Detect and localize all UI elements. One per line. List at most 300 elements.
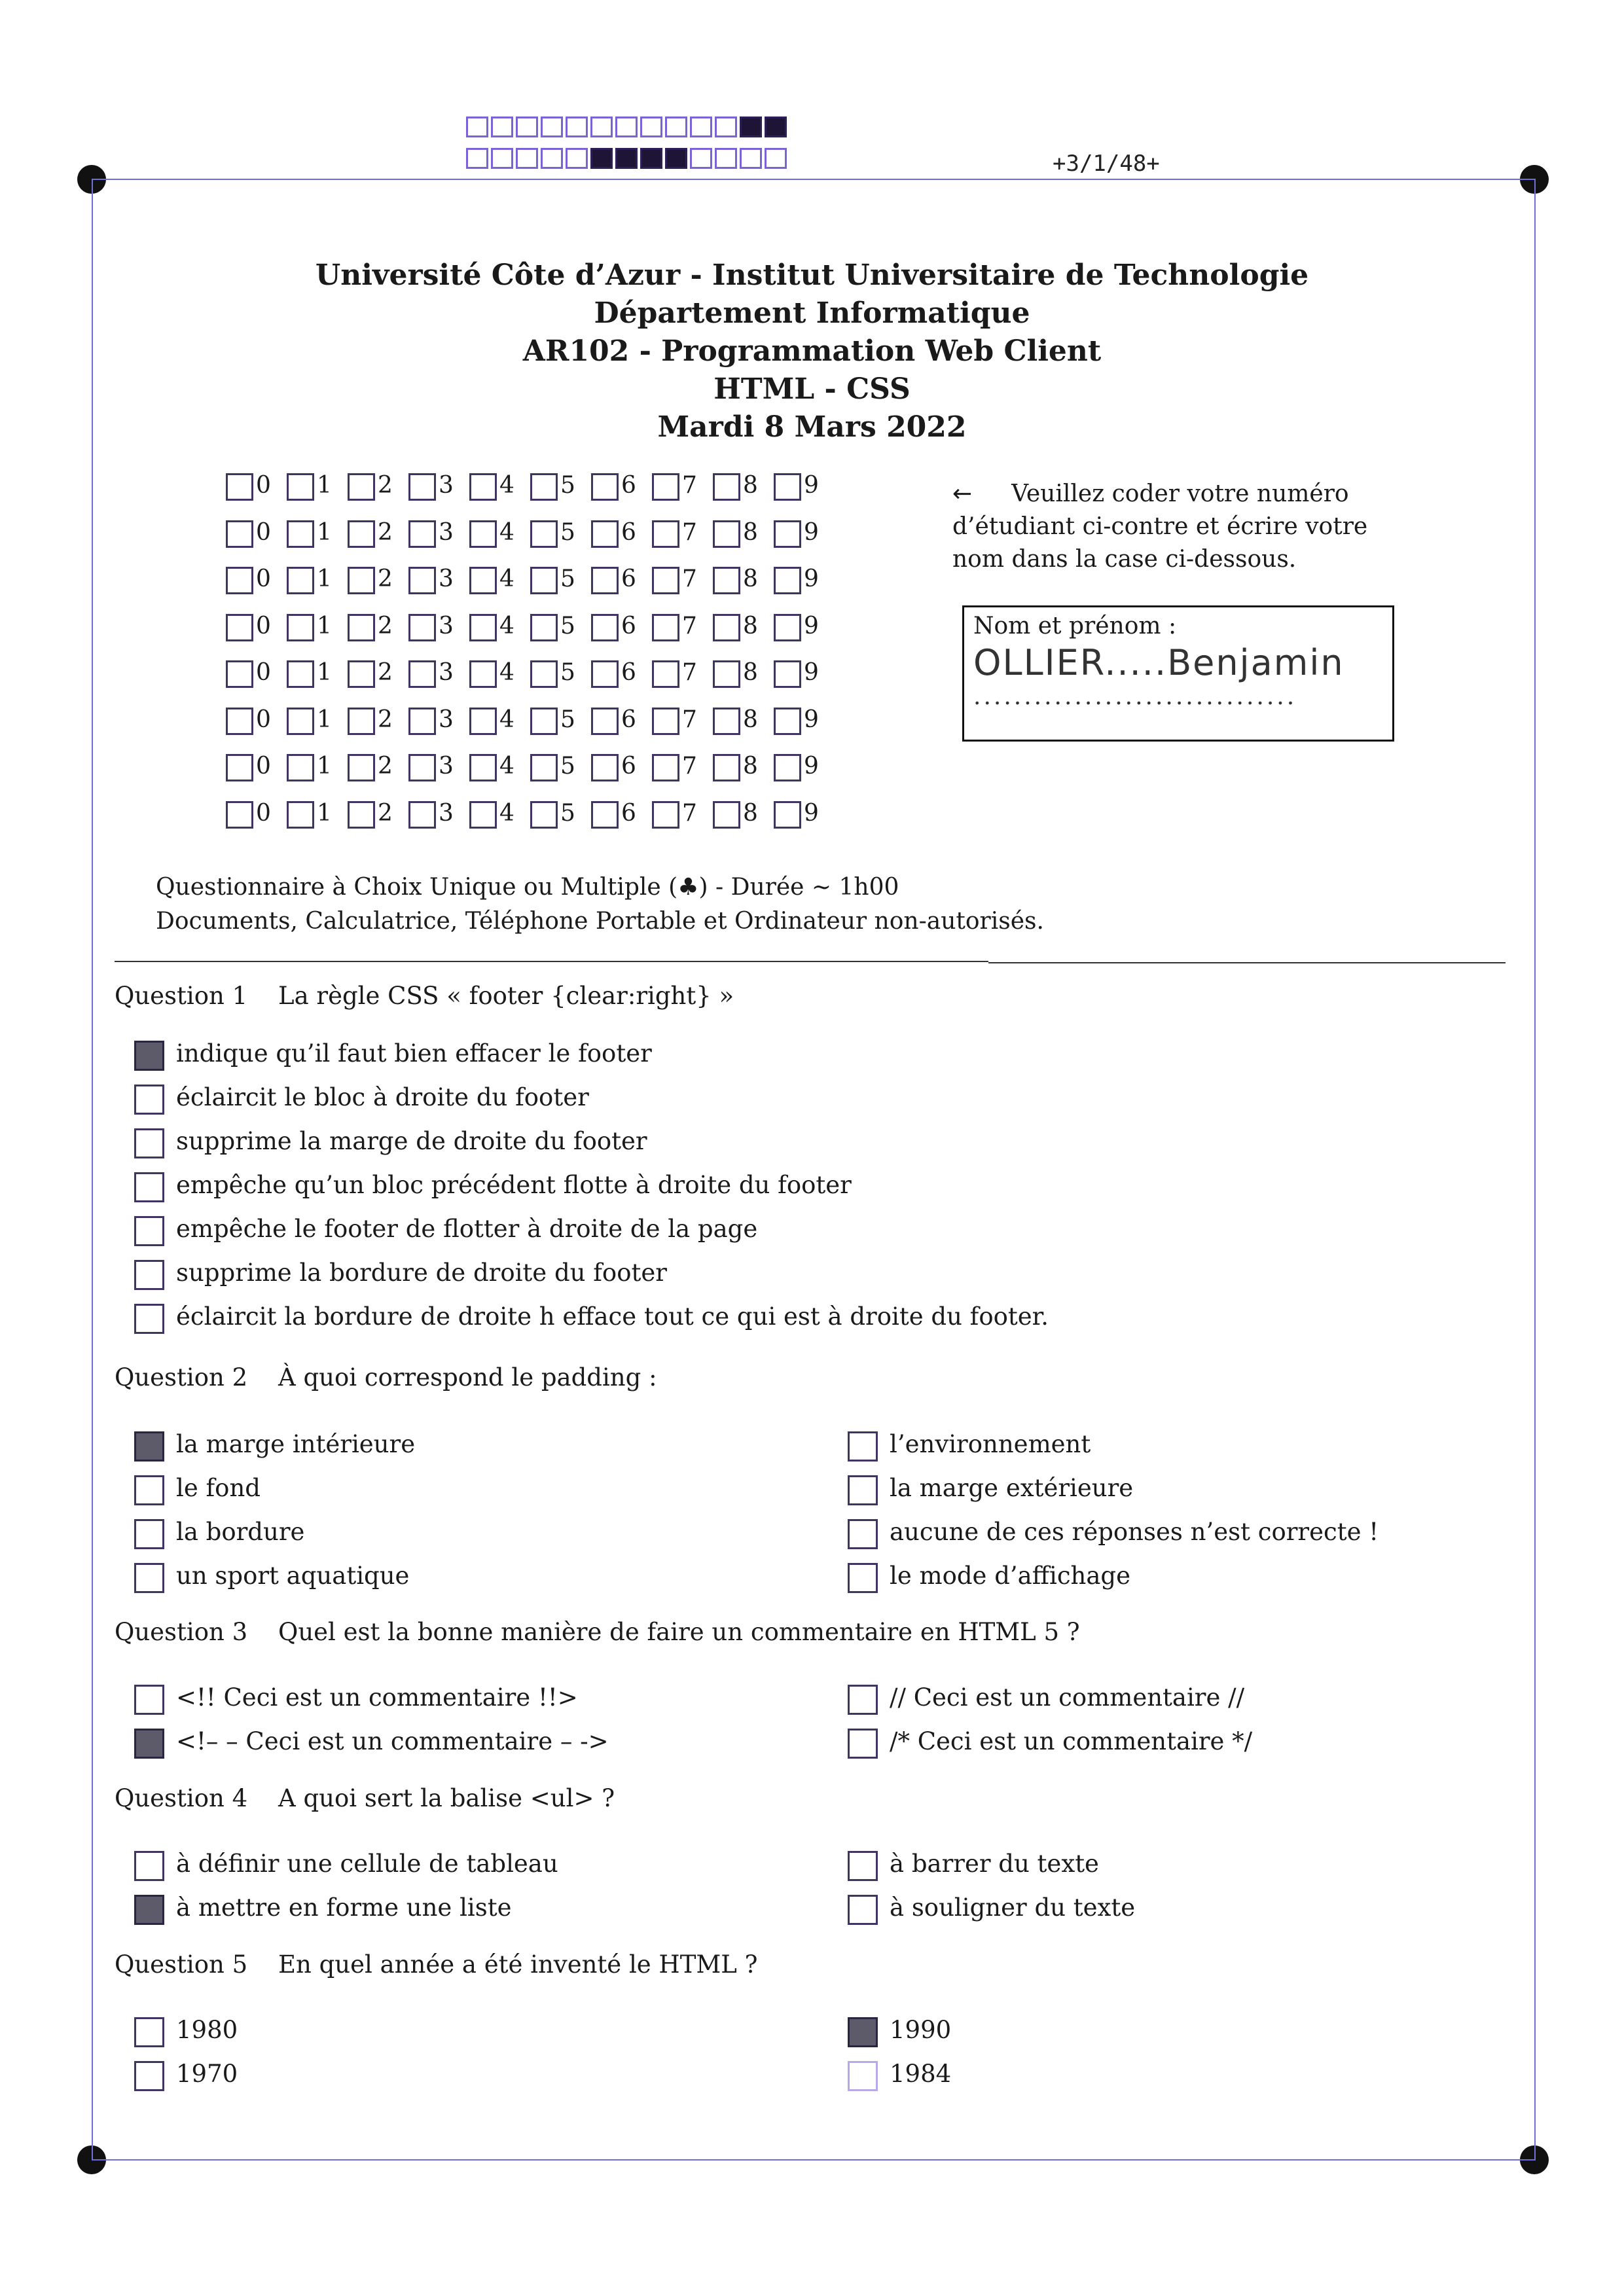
digit-option[interactable]: [713, 564, 774, 595]
digit-checkbox[interactable]: [226, 520, 253, 548]
answer-label: le fond: [176, 1474, 261, 1502]
answer-option[interactable]: [134, 1474, 261, 1505]
digit-option[interactable]: [348, 798, 408, 829]
digit-label: 3: [439, 706, 454, 733]
answer-label: // Ceci est un commentaire //: [890, 1683, 1245, 1712]
answer-label: l’environnement: [890, 1430, 1091, 1458]
answer-option[interactable]: [134, 1562, 409, 1593]
digit-checkbox[interactable]: [348, 801, 375, 829]
digit-option[interactable]: [652, 517, 713, 548]
digit-option[interactable]: [408, 798, 469, 829]
answer-option[interactable]: [134, 1083, 589, 1115]
digit-option[interactable]: [469, 611, 530, 642]
question-5-title: [115, 1950, 757, 1979]
digit-option[interactable]: [774, 657, 835, 689]
answer-option[interactable]: [134, 2060, 238, 2091]
digit-option[interactable]: [530, 751, 591, 782]
answer-option[interactable]: [134, 1683, 578, 1715]
digit-checkbox[interactable]: [348, 614, 375, 641]
digit-checkbox[interactable]: [713, 520, 740, 548]
digit-label: 3: [439, 612, 454, 639]
checkbox[interactable]: [134, 1260, 164, 1290]
digit-option[interactable]: [591, 517, 652, 548]
digit-label: 9: [804, 799, 819, 827]
digit-option[interactable]: [652, 751, 713, 782]
digit-label: 1: [317, 799, 332, 827]
question-number: Question 5: [115, 1950, 248, 1979]
digit-option[interactable]: [774, 751, 835, 782]
page-id: +3/1/48+: [1053, 151, 1160, 177]
digit-option[interactable]: [226, 564, 287, 595]
digit-label: 5: [560, 706, 575, 733]
answer-label: à mettre en forme une liste: [176, 1893, 512, 1922]
checkbox[interactable]: [134, 1685, 164, 1715]
digit-checkbox[interactable]: [408, 473, 436, 501]
digit-option[interactable]: [652, 704, 713, 736]
digit-option[interactable]: [591, 611, 652, 642]
question-text: La règle CSS « footer {clear:right} »: [278, 982, 734, 1010]
digit-option[interactable]: [408, 517, 469, 548]
checkbox[interactable]: [134, 1128, 164, 1158]
handwritten-name: OLLIER.....Benjamin: [973, 642, 1344, 683]
digit-option[interactable]: [408, 470, 469, 501]
digit-label: 8: [743, 612, 758, 639]
digit-checkbox[interactable]: [408, 614, 436, 641]
digit-checkbox[interactable]: [713, 567, 740, 594]
digit-label: 8: [743, 565, 758, 592]
digit-label: 3: [439, 518, 454, 546]
digit-checkbox[interactable]: [530, 473, 558, 501]
digit-option[interactable]: [287, 611, 348, 642]
digit-checkbox[interactable]: [226, 801, 253, 829]
digit-label: 0: [256, 612, 271, 639]
digit-option[interactable]: [469, 798, 530, 829]
digit-option[interactable]: [469, 470, 530, 501]
digit-option[interactable]: [774, 798, 835, 829]
checked-checkbox[interactable]: [848, 2017, 878, 2047]
digit-label: 7: [682, 472, 697, 499]
digit-option[interactable]: [469, 517, 530, 548]
digit-label: 1: [317, 472, 332, 499]
digit-checkbox[interactable]: [652, 801, 679, 829]
digit-label: 7: [682, 518, 697, 546]
digit-checkbox[interactable]: [591, 614, 619, 641]
digit-checkbox[interactable]: [226, 473, 253, 501]
digit-option[interactable]: [530, 657, 591, 689]
digit-option[interactable]: [348, 517, 408, 548]
digit-checkbox[interactable]: [287, 801, 314, 829]
digit-option[interactable]: [652, 470, 713, 501]
answer-option[interactable]: [848, 1683, 1244, 1715]
digit-checkbox[interactable]: [226, 614, 253, 641]
digit-option[interactable]: [408, 751, 469, 782]
digit-option[interactable]: [348, 564, 408, 595]
digit-label: 6: [621, 518, 636, 546]
digit-option[interactable]: [774, 470, 835, 501]
checkbox[interactable]: [134, 2061, 164, 2091]
digit-label: 4: [499, 518, 514, 546]
question-number: Question 3: [115, 1618, 248, 1646]
barcode-cell: [715, 148, 737, 169]
digit-option[interactable]: [408, 564, 469, 595]
digit-checkbox[interactable]: [348, 754, 375, 781]
digit-checkbox[interactable]: [348, 567, 375, 594]
student-number-row: [226, 611, 835, 658]
digit-checkbox[interactable]: [652, 473, 679, 501]
department-title: Département Informatique: [594, 296, 1030, 330]
checkbox[interactable]: [134, 1519, 164, 1549]
question-text: En quel année a été inventé le HTML ?: [278, 1950, 758, 1979]
checkbox[interactable]: [848, 1685, 878, 1715]
digit-label: 5: [560, 659, 575, 686]
digit-checkbox[interactable]: [226, 567, 253, 594]
answer-option[interactable]: [848, 2016, 951, 2047]
digit-checkbox[interactable]: [652, 567, 679, 594]
digit-label: 5: [560, 565, 575, 592]
checkbox[interactable]: [848, 2061, 878, 2091]
digit-label: 0: [256, 565, 271, 592]
header-titles: [0, 257, 1624, 446]
digit-option[interactable]: [652, 611, 713, 642]
digit-label: 7: [682, 753, 697, 780]
digit-option[interactable]: [287, 657, 348, 689]
digit-option[interactable]: [713, 704, 774, 736]
checkbox[interactable]: [848, 1475, 878, 1505]
name-box[interactable]: [962, 605, 1394, 742]
student-number-row: [226, 470, 835, 517]
digit-checkbox[interactable]: [530, 801, 558, 829]
digit-checkbox[interactable]: [469, 520, 497, 548]
checkbox[interactable]: [848, 1519, 878, 1549]
digit-checkbox[interactable]: [591, 754, 619, 781]
checkbox[interactable]: [134, 1216, 164, 1246]
barcode-cell: [590, 117, 613, 137]
digit-option[interactable]: [469, 751, 530, 782]
checkbox[interactable]: [848, 1851, 878, 1881]
digit-checkbox[interactable]: [713, 801, 740, 829]
digit-checkbox[interactable]: [408, 754, 436, 781]
question-number: Question 4: [115, 1784, 248, 1812]
digit-checkbox[interactable]: [226, 708, 253, 735]
barcode-cell: [491, 148, 513, 169]
digit-checkbox[interactable]: [408, 567, 436, 594]
digit-option[interactable]: [226, 798, 287, 829]
digit-checkbox[interactable]: [469, 754, 497, 781]
digit-checkbox[interactable]: [408, 520, 436, 548]
digit-option[interactable]: [287, 564, 348, 595]
digit-checkbox[interactable]: [774, 520, 801, 548]
digit-option[interactable]: [713, 657, 774, 689]
digit-label: 9: [804, 518, 819, 546]
digit-option[interactable]: [774, 704, 835, 736]
checkbox[interactable]: [134, 1475, 164, 1505]
answer-option[interactable]: [134, 1850, 558, 1881]
digit-checkbox[interactable]: [348, 660, 375, 688]
answer-label: empêche le footer de flotter à droite de la page: [176, 1215, 758, 1243]
answer-label: à définir une cellule de tableau: [176, 1850, 558, 1878]
digit-checkbox[interactable]: [469, 660, 497, 688]
course-title: AR102 - Programmation Web Client: [522, 334, 1102, 368]
digit-option[interactable]: [287, 470, 348, 501]
digit-option[interactable]: [226, 751, 287, 782]
digit-checkbox[interactable]: [774, 614, 801, 641]
digit-option[interactable]: [226, 517, 287, 548]
digit-label: 9: [804, 472, 819, 499]
digit-option[interactable]: [348, 704, 408, 736]
answer-label: <!– – Ceci est un commentaire – ->: [176, 1727, 609, 1755]
answer-label: empêche qu’un bloc précédent flotte à droite du footer: [176, 1171, 852, 1199]
digit-label: 2: [378, 753, 393, 780]
checked-checkbox[interactable]: [134, 1895, 164, 1925]
answer-label: la bordure: [176, 1518, 305, 1546]
digit-option[interactable]: [348, 751, 408, 782]
checkbox[interactable]: [134, 1172, 164, 1202]
digit-checkbox[interactable]: [469, 801, 497, 829]
digit-checkbox[interactable]: [226, 754, 253, 781]
checkbox[interactable]: [134, 1851, 164, 1881]
answer-option[interactable]: [134, 1039, 652, 1071]
digit-option[interactable]: [774, 517, 835, 548]
digit-checkbox[interactable]: [530, 567, 558, 594]
answer-option[interactable]: [134, 1171, 852, 1202]
digit-option[interactable]: [591, 564, 652, 595]
digit-checkbox[interactable]: [287, 567, 314, 594]
digit-checkbox[interactable]: [713, 614, 740, 641]
digit-label: 4: [499, 799, 514, 827]
digit-checkbox[interactable]: [774, 567, 801, 594]
digit-option[interactable]: [408, 657, 469, 689]
digit-checkbox[interactable]: [591, 708, 619, 735]
digit-option[interactable]: [408, 611, 469, 642]
digit-label: 4: [499, 472, 514, 499]
digit-option[interactable]: [530, 611, 591, 642]
separator-left: [115, 961, 988, 962]
digit-option[interactable]: [287, 517, 348, 548]
answer-label: <!! Ceci est un commentaire !!>: [176, 1683, 578, 1712]
answer-option[interactable]: [134, 1893, 512, 1925]
digit-option[interactable]: [287, 704, 348, 736]
digit-option[interactable]: [713, 517, 774, 548]
digit-option[interactable]: [530, 798, 591, 829]
barcode-cell: [665, 148, 687, 169]
answer-label: 1980: [176, 2016, 238, 2044]
digit-checkbox[interactable]: [652, 660, 679, 688]
digit-option[interactable]: [530, 704, 591, 736]
digit-option[interactable]: [652, 564, 713, 595]
digit-label: 6: [621, 565, 636, 592]
answer-option[interactable]: [848, 1893, 1135, 1925]
digit-checkbox[interactable]: [348, 708, 375, 735]
digit-checkbox[interactable]: [774, 754, 801, 781]
checked-checkbox[interactable]: [134, 1041, 164, 1071]
digit-checkbox[interactable]: [469, 567, 497, 594]
checked-checkbox[interactable]: [134, 1729, 164, 1759]
checkbox[interactable]: [848, 1729, 878, 1759]
digit-label: 0: [256, 799, 271, 827]
barcode-cell: [765, 148, 787, 169]
digit-option[interactable]: [591, 751, 652, 782]
digit-checkbox[interactable]: [348, 473, 375, 501]
checked-checkbox[interactable]: [134, 1431, 164, 1462]
digit-checkbox[interactable]: [408, 708, 436, 735]
digit-option[interactable]: [348, 470, 408, 501]
answer-option[interactable]: [134, 1727, 609, 1759]
digit-option[interactable]: [530, 517, 591, 548]
digit-option[interactable]: [226, 657, 287, 689]
answer-option[interactable]: [848, 1562, 1130, 1593]
digit-checkbox[interactable]: [530, 754, 558, 781]
digit-option[interactable]: [652, 657, 713, 689]
digit-label: 8: [743, 753, 758, 780]
digit-checkbox[interactable]: [226, 660, 253, 688]
digit-option[interactable]: [348, 611, 408, 642]
digit-checkbox[interactable]: [408, 660, 436, 688]
digit-label: 2: [378, 659, 393, 686]
digit-label: 7: [682, 565, 697, 592]
student-number-row: [226, 657, 835, 704]
digit-label: 5: [560, 612, 575, 639]
question-number: Question 1: [115, 982, 248, 1010]
digit-label: 1: [317, 612, 332, 639]
digit-checkbox[interactable]: [713, 754, 740, 781]
digit-checkbox[interactable]: [530, 660, 558, 688]
digit-option[interactable]: [469, 657, 530, 689]
digit-checkbox[interactable]: [652, 520, 679, 548]
digit-checkbox[interactable]: [774, 801, 801, 829]
checkbox[interactable]: [848, 1431, 878, 1462]
answer-label: un sport aquatique: [176, 1562, 410, 1590]
digit-option[interactable]: [530, 564, 591, 595]
answer-option[interactable]: [848, 1727, 1252, 1759]
digit-option[interactable]: [774, 611, 835, 642]
answer-option[interactable]: [134, 1430, 415, 1462]
digit-checkbox[interactable]: [591, 801, 619, 829]
digit-checkbox[interactable]: [287, 660, 314, 688]
digit-checkbox[interactable]: [287, 708, 314, 735]
digit-label: 4: [499, 612, 514, 639]
checkbox[interactable]: [134, 2017, 164, 2047]
answer-option[interactable]: [134, 1259, 667, 1290]
digit-option[interactable]: [287, 798, 348, 829]
digit-checkbox[interactable]: [287, 473, 314, 501]
checkbox[interactable]: [134, 1085, 164, 1115]
digit-checkbox[interactable]: [530, 708, 558, 735]
digit-checkbox[interactable]: [713, 660, 740, 688]
digit-checkbox[interactable]: [652, 614, 679, 641]
checkbox[interactable]: [848, 1895, 878, 1925]
answer-option[interactable]: [848, 1430, 1091, 1462]
digit-option[interactable]: [469, 564, 530, 595]
digit-checkbox[interactable]: [774, 708, 801, 735]
barcode-cell: [541, 117, 563, 137]
digit-option[interactable]: [591, 704, 652, 736]
digit-checkbox[interactable]: [774, 473, 801, 501]
answer-option[interactable]: [134, 1215, 757, 1246]
digit-checkbox[interactable]: [348, 520, 375, 548]
answer-label: éclaircit la bordure de droite h efface tout ce qui est à droite du footer.: [176, 1302, 1049, 1331]
digit-label: 1: [317, 753, 332, 780]
digit-label: 4: [499, 659, 514, 686]
digit-checkbox[interactable]: [713, 708, 740, 735]
answer-option[interactable]: [848, 1474, 1133, 1505]
answer-option[interactable]: [134, 1302, 1049, 1334]
question-text: Quel est la bonne manière de faire un commentaire en HTML 5 ?: [278, 1618, 1080, 1646]
digit-option[interactable]: [713, 470, 774, 501]
digit-option[interactable]: [591, 470, 652, 501]
digit-checkbox[interactable]: [713, 473, 740, 501]
digit-checkbox[interactable]: [591, 660, 619, 688]
digit-checkbox[interactable]: [774, 660, 801, 688]
name-label: Nom et prénom :: [973, 613, 1177, 639]
digit-checkbox[interactable]: [469, 473, 497, 501]
digit-option[interactable]: [226, 470, 287, 501]
digit-label: 9: [804, 565, 819, 592]
answer-option[interactable]: [848, 1850, 1099, 1881]
barcode-row-1: [466, 117, 789, 137]
answer-label: la marge intérieure: [176, 1430, 416, 1458]
checkbox[interactable]: [848, 1563, 878, 1593]
digit-option[interactable]: [408, 704, 469, 736]
digit-label: 2: [378, 799, 393, 827]
digit-checkbox[interactable]: [530, 520, 558, 548]
digit-option[interactable]: [591, 657, 652, 689]
digit-option[interactable]: [652, 798, 713, 829]
exam-rules: Documents, Calculatrice, Téléphone Portable et Ordinateur non-autorisés.: [156, 908, 1044, 935]
digit-option[interactable]: [348, 657, 408, 689]
answer-option[interactable]: [848, 1518, 1379, 1549]
question-3-title: [115, 1618, 1080, 1646]
digit-label: 6: [621, 472, 636, 499]
digit-option[interactable]: [287, 751, 348, 782]
digit-checkbox[interactable]: [530, 614, 558, 641]
digit-label: 6: [621, 706, 636, 733]
digit-option[interactable]: [774, 564, 835, 595]
answer-option[interactable]: [848, 2060, 951, 2091]
digit-option[interactable]: [226, 704, 287, 736]
answer-label: le mode d’affichage: [890, 1562, 1131, 1590]
barcode-cell: [516, 117, 538, 137]
answer-option[interactable]: [134, 1518, 304, 1549]
digit-option[interactable]: [713, 611, 774, 642]
digit-checkbox[interactable]: [591, 473, 619, 501]
digit-checkbox[interactable]: [652, 708, 679, 735]
digit-checkbox[interactable]: [287, 520, 314, 548]
digit-label: 8: [743, 472, 758, 499]
answer-option[interactable]: [134, 1127, 647, 1158]
checkbox[interactable]: [134, 1563, 164, 1593]
digit-option[interactable]: [591, 798, 652, 829]
digit-option[interactable]: [713, 798, 774, 829]
checkbox[interactable]: [134, 1304, 164, 1334]
student-number-row: [226, 517, 835, 564]
digit-label: 3: [439, 799, 454, 827]
digit-option[interactable]: [226, 611, 287, 642]
digit-checkbox[interactable]: [591, 520, 619, 548]
digit-checkbox[interactable]: [591, 567, 619, 594]
digit-checkbox[interactable]: [408, 801, 436, 829]
digit-option[interactable]: [713, 751, 774, 782]
digit-checkbox[interactable]: [469, 708, 497, 735]
digit-option[interactable]: [530, 470, 591, 501]
digit-checkbox[interactable]: [652, 754, 679, 781]
digit-label: 5: [560, 472, 575, 499]
answer-option[interactable]: [134, 2016, 238, 2047]
digit-checkbox[interactable]: [287, 754, 314, 781]
answer-label: 1970: [176, 2060, 238, 2088]
digit-option[interactable]: [469, 704, 530, 736]
digit-checkbox[interactable]: [287, 614, 314, 641]
digit-checkbox[interactable]: [469, 614, 497, 641]
